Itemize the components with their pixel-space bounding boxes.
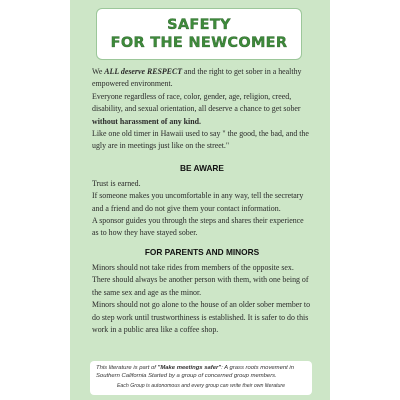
pamphlet-body — [92, 66, 312, 336]
intro-paragraph-3: Like one old timer in Hawaii used to say " the good, the bad, and the ugly are in meetings just like on the street." — [92, 129, 309, 151]
be-aware-paragraph-1: Trust is earned. — [92, 178, 141, 188]
title-box — [96, 8, 302, 60]
footer-box — [90, 361, 312, 395]
be-aware-heading: BE AWARE — [180, 162, 224, 173]
respect-emphasis: ALL deserve RESPECT — [104, 67, 183, 76]
page-title-line1: SAFETY — [167, 17, 231, 33]
pamphlet-card — [70, 0, 330, 400]
page-title-line2: FOR THE NEWCOMER — [110, 35, 288, 51]
harassment-emphasis: without harassment of any kind. — [92, 116, 201, 126]
parents-paragraph-3: Minors should not go alone to the house of an older sober member to do step work until trustworthiness is established. It is safer to do this work in a public area like a coffee shop. — [92, 300, 311, 334]
parents-heading: FOR PARENTS AND MINORS — [144, 246, 260, 257]
footer-line-1: This literature is part of "Make meetings safer": A grass roots movement in Southern California Started by a group of concerned group members. — [96, 365, 294, 379]
parents-paragraph-1: Minors should not take rides from members of the opposite sex. — [92, 262, 294, 272]
be-aware-paragraph-2: If someone makes you uncomfortable in any way, tell the secretary and a friend and do not give them your contact information. — [92, 191, 304, 213]
movement-name: "Make meetings safer" — [157, 365, 222, 371]
be-aware-paragraph-3: A sponsor guides you through the steps and shares their experience as to how they have stayed sober. — [92, 216, 304, 238]
intro-paragraph-1: We ALL deserve RESPECT and the right to get sober in a healthy empowered environment. — [92, 67, 302, 89]
parents-paragraph-2: There should always be another person with them, with one being of the same sex and age as the minor. — [92, 275, 309, 297]
footer-line-2: Each Group is autonomous and every group can write their own literature — [116, 383, 286, 389]
intro-paragraph-2: Everyone regardless of race, color, gender, age, religion, creed, disability, and sexual orientation, all deserve a chance to get sober without harassment of any kind. — [92, 91, 301, 126]
